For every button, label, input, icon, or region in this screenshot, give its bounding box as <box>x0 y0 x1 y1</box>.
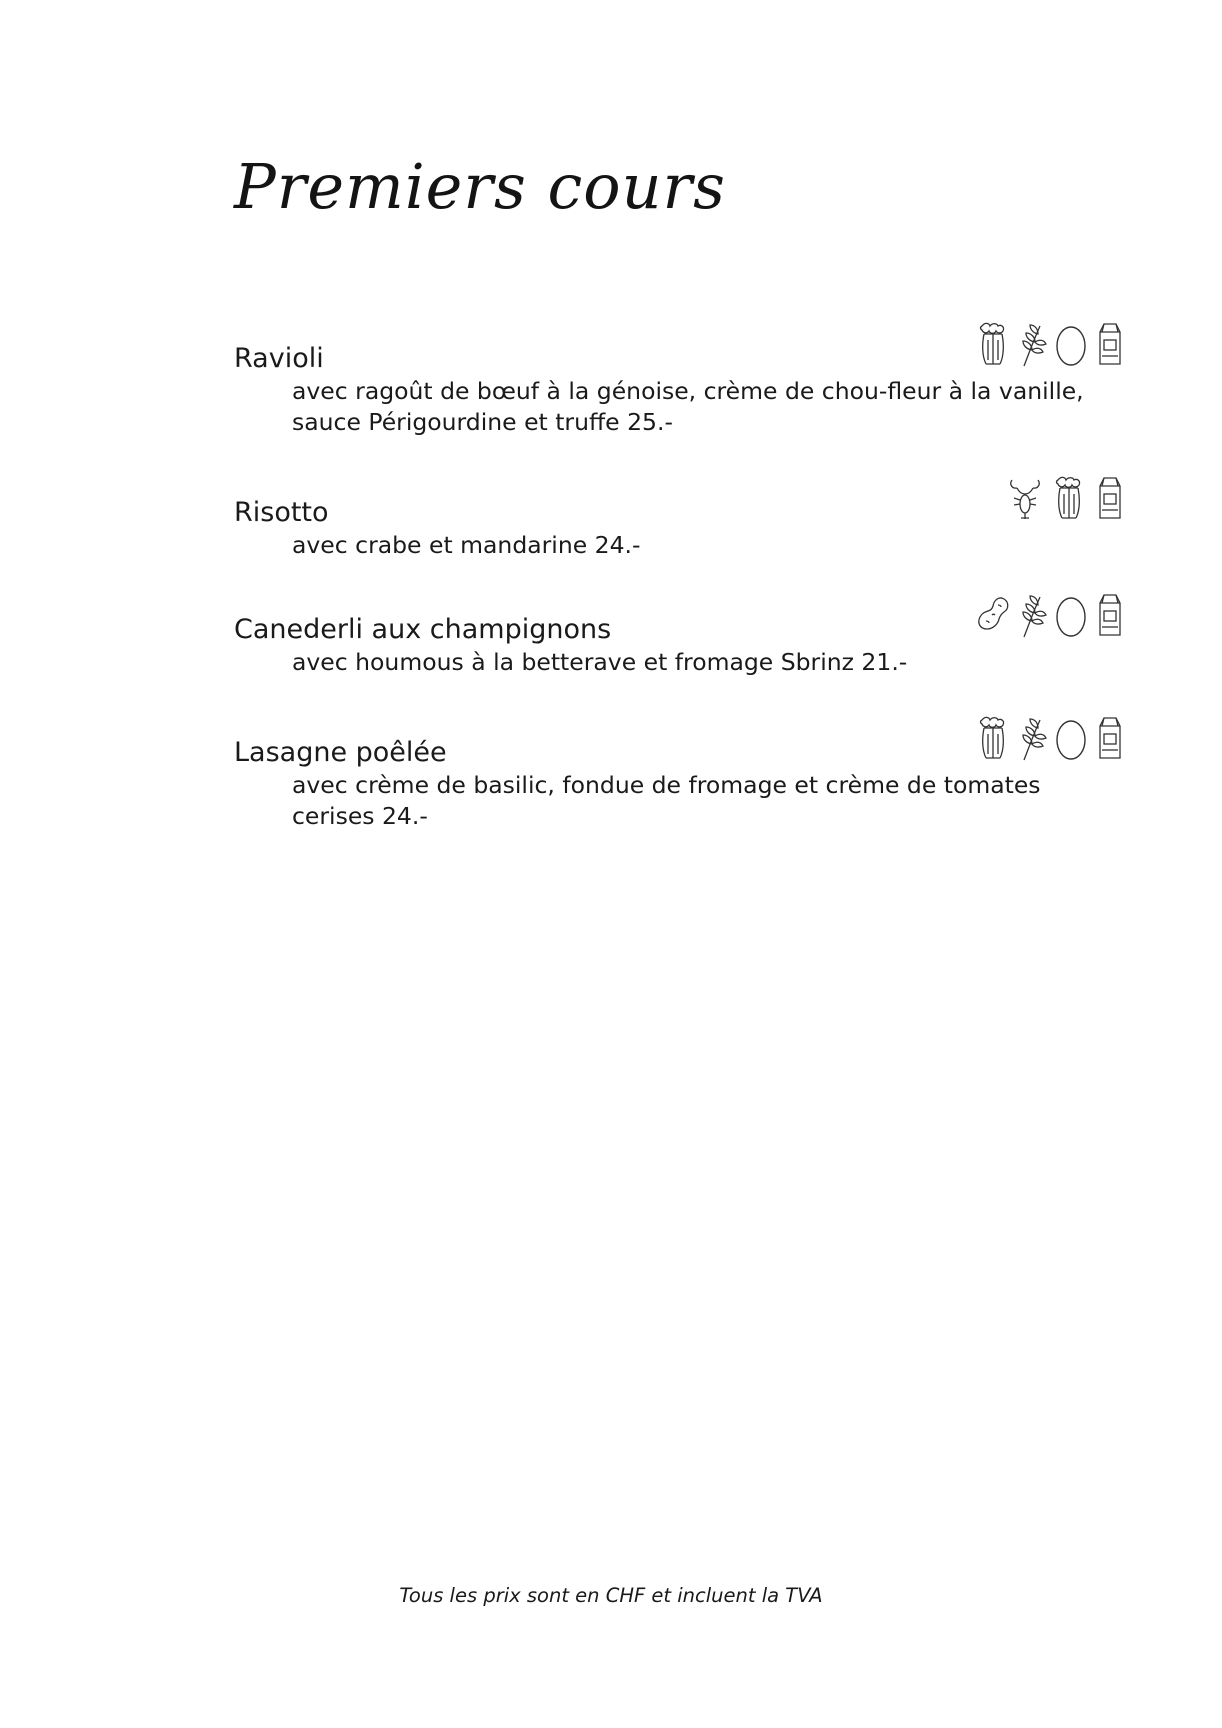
peanut-icon <box>974 591 1012 639</box>
egg-icon <box>1054 591 1088 639</box>
milk-icon <box>1094 320 1124 368</box>
dish-name: Risotto <box>234 497 329 528</box>
menu-item-lasagne <box>234 736 1124 846</box>
allergen-icons <box>974 714 1124 762</box>
dish-name: Lasagne poêlée <box>234 737 447 768</box>
price-note: Tous les prix sont en CHF et incluent la TVA <box>399 1584 823 1607</box>
allergen-icons <box>974 591 1124 639</box>
allergen-icons <box>974 320 1124 368</box>
gluten-icon <box>1018 320 1048 368</box>
page-title: Premiers cours <box>234 150 726 223</box>
egg-icon <box>1054 714 1088 762</box>
milk-icon <box>1094 474 1124 522</box>
milk-icon <box>1094 714 1124 762</box>
menu-item-canederli <box>234 613 1124 693</box>
milk-icon <box>1094 591 1124 639</box>
celery-icon <box>974 320 1012 368</box>
menu-item-risotto <box>234 496 1124 576</box>
gluten-icon <box>1018 591 1048 639</box>
menu-item-ravioli <box>234 342 1124 452</box>
celery-icon <box>974 714 1012 762</box>
crustacean-icon <box>1006 474 1044 522</box>
egg-icon <box>1054 320 1088 368</box>
celery-icon <box>1050 474 1088 522</box>
allergen-icons <box>1006 474 1124 522</box>
dish-name: Canederli aux champignons <box>234 614 612 645</box>
dish-description: avec houmous à la betterave et fromage Sbrinz 21.- <box>292 648 908 676</box>
dish-description: avec ragoût de bœuf à la génoise, crème de chou-fleur à la vanille, sauce Périgourdine et truffe 25.- <box>292 377 1084 436</box>
dish-description: avec crème de basilic, fondue de fromage et crème de tomates cerises 24.- <box>292 771 1041 830</box>
dish-description: avec crabe et mandarine 24.- <box>292 531 641 559</box>
dish-name: Ravioli <box>234 343 324 374</box>
gluten-icon <box>1018 714 1048 762</box>
